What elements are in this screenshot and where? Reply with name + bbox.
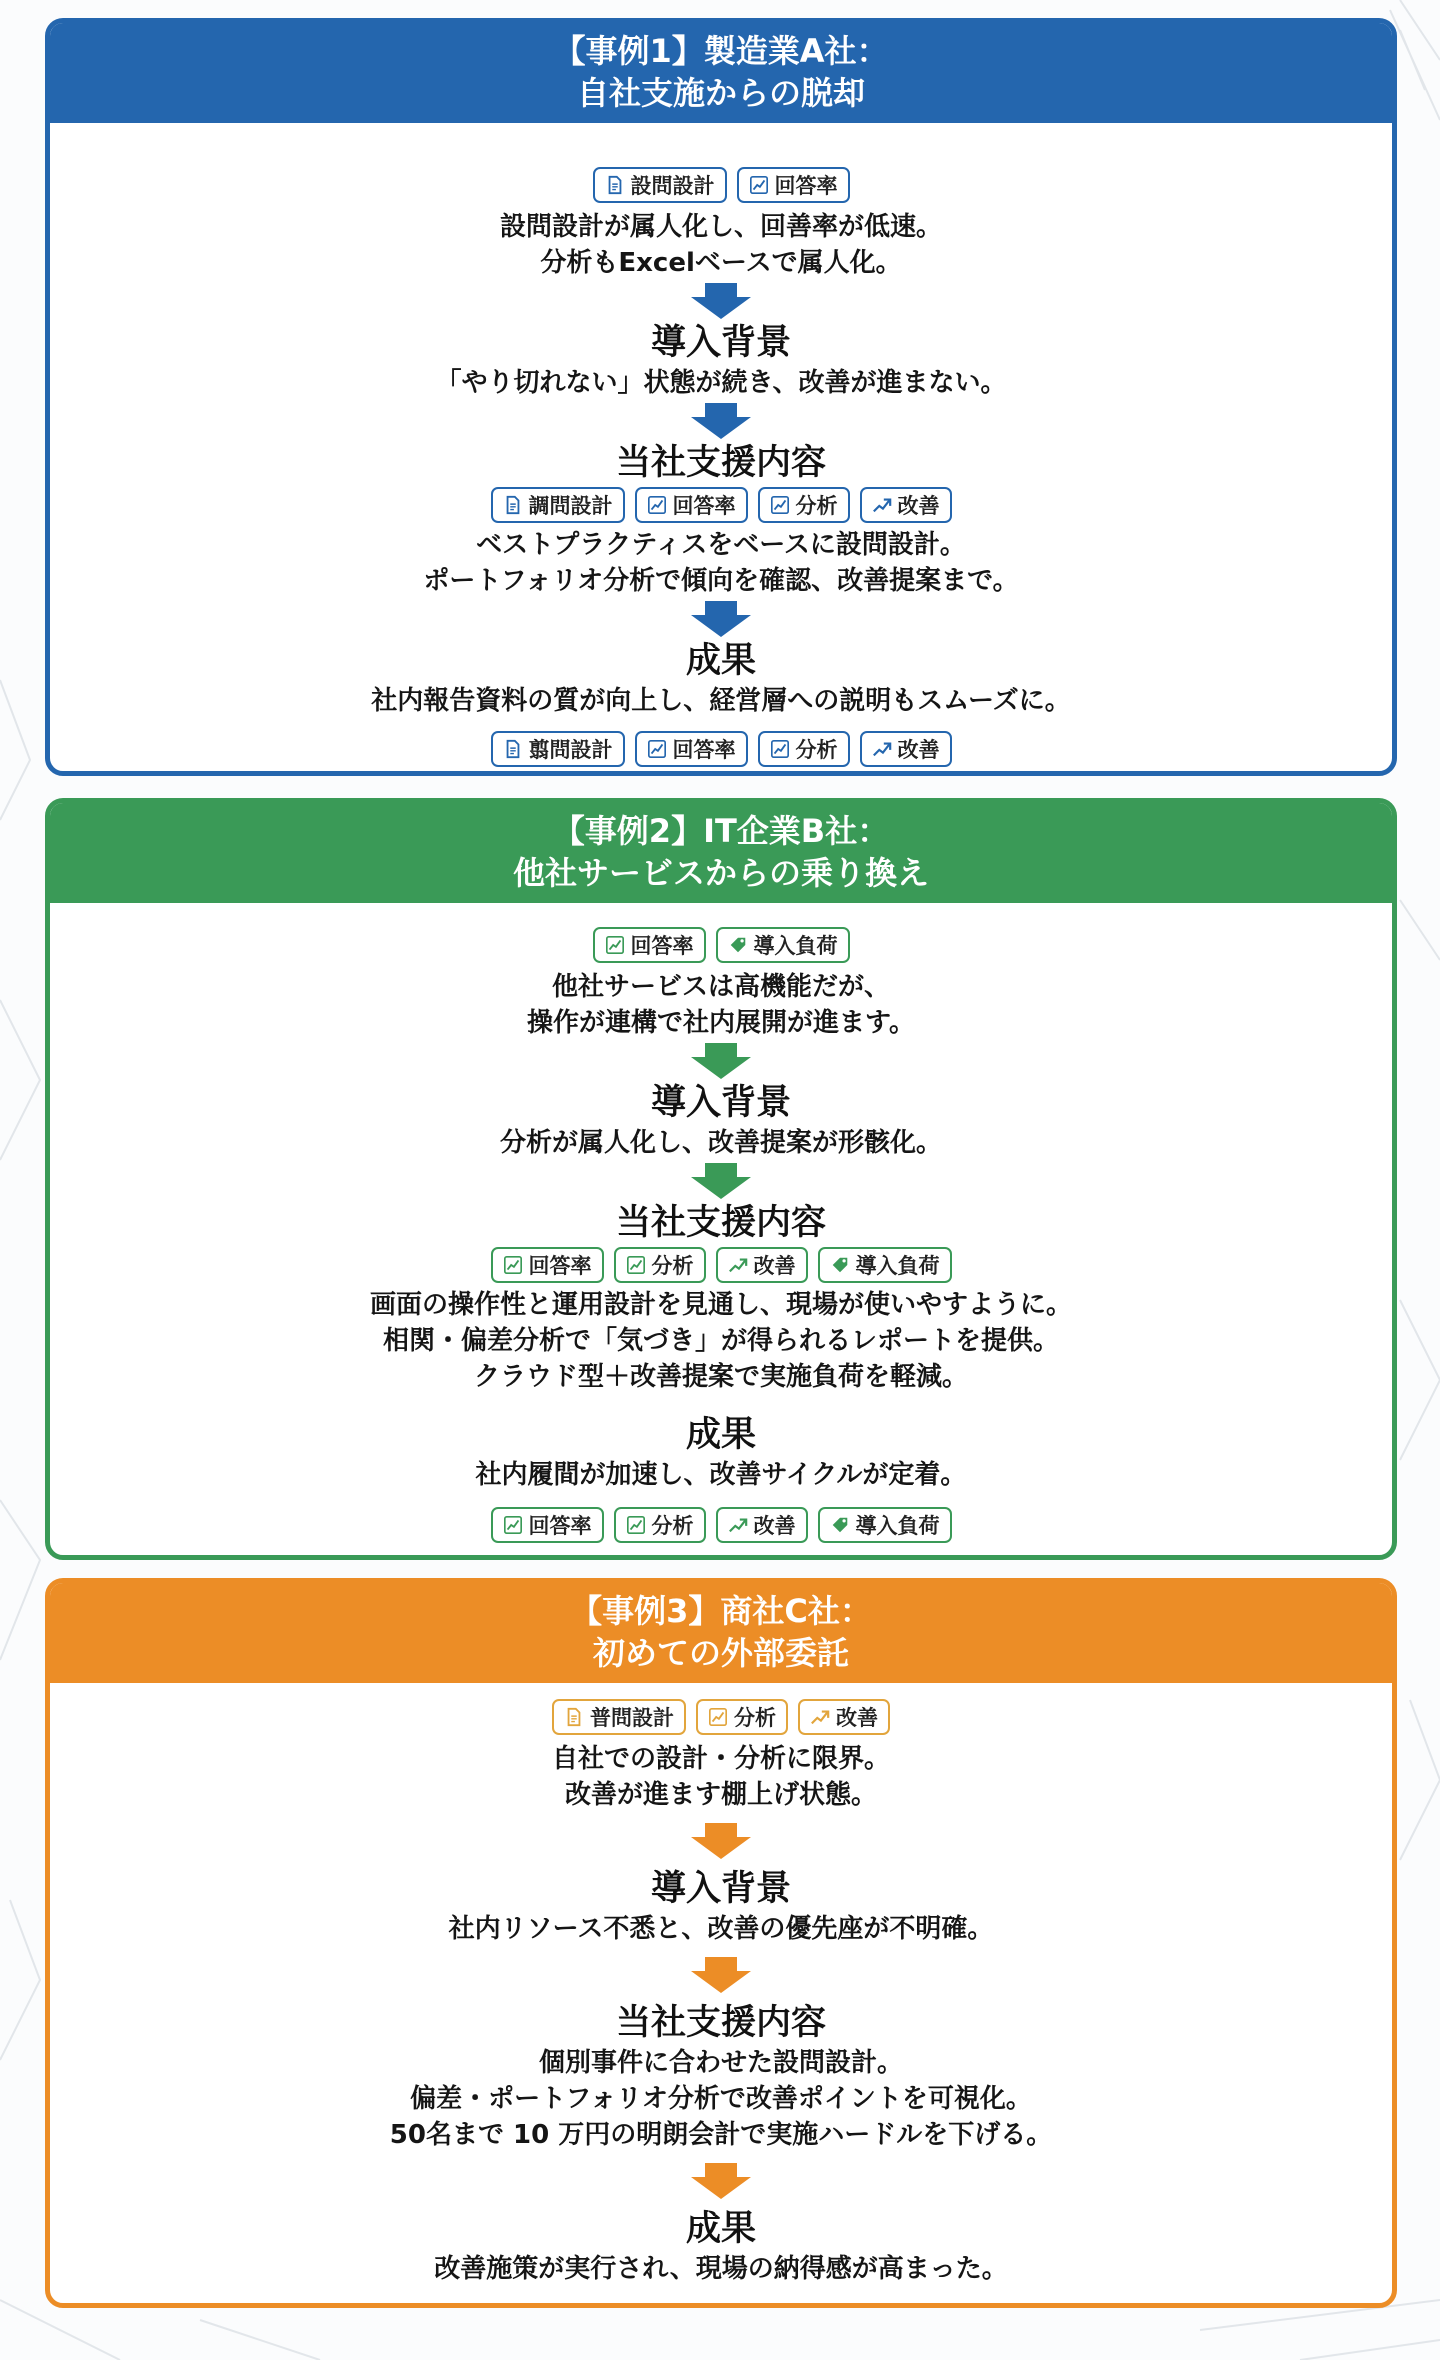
trend-icon — [810, 1707, 830, 1727]
down-arrow-icon — [691, 1955, 751, 1995]
tag-chip — [860, 487, 952, 523]
support-line: クラウド型＋改善提案で実施負荷を軽減。 — [473, 1362, 968, 1392]
tag-chip — [635, 487, 748, 523]
tag-chip — [593, 167, 727, 203]
chart-icon — [605, 935, 625, 955]
tag-label: 回答率 — [672, 738, 736, 762]
section-title-support: 当社支援内容 — [615, 1203, 826, 1243]
support-line: 相関・偏差分析で「気づき」が得られるレポートを提供。 — [382, 1326, 1059, 1356]
chart-icon — [626, 1515, 646, 1535]
tag-label: 導入負荷 — [855, 1254, 940, 1278]
case-header-3 — [50, 1583, 1392, 1683]
tag-chip — [860, 731, 952, 767]
intro-line: 設問設計が属人化し、回善率が低速。 — [499, 212, 942, 242]
background-text — [436, 365, 1007, 401]
chart-icon — [626, 1255, 646, 1275]
tag-chip — [696, 1699, 788, 1735]
case-header-1 — [50, 23, 1392, 123]
tag-chip — [491, 1247, 604, 1283]
tag-label: 改善 — [753, 1514, 796, 1538]
down-arrow-icon — [691, 601, 751, 637]
tag-chip — [491, 487, 625, 523]
chart-icon — [770, 495, 790, 515]
case-body-2 — [50, 903, 1392, 1543]
section-title-support: 当社支援内容 — [615, 443, 826, 483]
tag-chip — [716, 927, 850, 963]
down-arrow-icon — [691, 1163, 751, 1199]
case-title-line1: 【事例3】商社C社： — [570, 1592, 872, 1631]
section-title-result: 成果 — [685, 1415, 756, 1455]
section-title-result: 成果 — [685, 2209, 756, 2249]
chart-icon — [503, 1255, 523, 1275]
tag-label: 改善 — [897, 494, 940, 518]
case-title-line1: 【事例2】IT企業B社： — [552, 812, 890, 851]
case-body-3 — [50, 1683, 1392, 2287]
case-card-2 — [45, 798, 1397, 1560]
tag-label: 分析 — [734, 1706, 776, 1730]
background-line: 社内リソース不悉と、改善の優先座が不明確。 — [448, 1914, 994, 1944]
tag-icon — [830, 1515, 850, 1535]
section-title-support: 当社支援内容 — [615, 2003, 826, 2043]
document-icon — [503, 495, 523, 515]
tag-chip — [491, 731, 625, 767]
case-title-line2: 自社支施からの脱却 — [576, 74, 865, 112]
tag-label: 翦問設計 — [528, 738, 613, 762]
tag-chip — [635, 731, 748, 767]
intro-text — [552, 1741, 890, 1813]
down-arrow-icon — [691, 2161, 751, 2201]
tag-chip — [758, 731, 850, 767]
case-title-line2: 初めての外部委託 — [592, 1634, 849, 1672]
support-line: 画面の操作性と運用設計を見通し、現場が使いやすように。 — [369, 1290, 1072, 1320]
tag-row — [593, 927, 850, 963]
intro-text — [500, 209, 942, 281]
tag-icon — [830, 1255, 850, 1275]
tag-label: 改善 — [753, 1254, 796, 1278]
tag-label: 改善 — [836, 1706, 878, 1730]
tag-label: 分析 — [651, 1514, 694, 1538]
tag-chip — [614, 1247, 706, 1283]
result-line: 改善施策が実行され、現場の納得感が高まった。 — [434, 2254, 1008, 2284]
tag-chip — [758, 487, 850, 523]
background-line: 「やり切れない」状態が続き、改善が進まない。 — [435, 368, 1007, 398]
tag-label: 回答率 — [774, 174, 838, 198]
section-title-background: 導入背景 — [650, 323, 791, 363]
tag-label: 調問設計 — [528, 494, 613, 518]
document-icon — [605, 175, 625, 195]
intro-line: 分析もExcelベースで属人化。 — [540, 248, 902, 278]
tag-label: 分析 — [795, 494, 838, 518]
trend-icon — [872, 495, 892, 515]
trend-icon — [872, 739, 892, 759]
tag-label: 普問設計 — [590, 1706, 674, 1730]
trend-icon — [728, 1255, 748, 1275]
tag-chip — [593, 927, 706, 963]
tag-label: 回答率 — [528, 1514, 592, 1538]
case-card-3 — [45, 1578, 1397, 2308]
tag-row — [491, 731, 952, 767]
support-line: 偏差・ポートフォリオ分析で改善ポイントを可視化。 — [410, 2084, 1032, 2114]
result-text — [371, 683, 1070, 719]
tag-chip — [818, 1507, 952, 1543]
case-body-1 — [50, 123, 1392, 767]
tag-label: 導入負荷 — [855, 1514, 940, 1538]
intro-text — [527, 969, 915, 1041]
case-header-2 — [50, 803, 1392, 903]
tag-label: 分析 — [795, 738, 838, 762]
section-title-result: 成果 — [685, 641, 756, 681]
support-line: 50名まで 10 万円の明朗会計で実施ハードルを下げる。 — [389, 2120, 1053, 2150]
tag-label: 導入負荷 — [753, 934, 838, 958]
tag-chip — [818, 1247, 952, 1283]
intro-line: 改善が進ます棚上げ状態。 — [564, 1780, 877, 1810]
tag-label: 回答率 — [528, 1254, 592, 1278]
intro-line: 他社サービスは高機能だが、 — [551, 972, 890, 1002]
tag-label: 設問設計 — [630, 174, 715, 198]
background-line: 分析が属人化し、改善提案が形骸化。 — [499, 1128, 942, 1158]
support-text — [390, 2045, 1052, 2153]
down-arrow-icon — [691, 283, 751, 319]
tag-row — [491, 487, 952, 523]
down-arrow-icon — [691, 1821, 751, 1861]
intro-line: 自社での設計・分析に限界。 — [551, 1744, 890, 1774]
tag-chip — [552, 1699, 686, 1735]
document-icon — [503, 739, 523, 759]
chart-icon — [647, 495, 667, 515]
background-text — [500, 1125, 942, 1161]
chart-icon — [503, 1515, 523, 1535]
tag-row — [491, 1507, 952, 1543]
tag-label: 回答率 — [630, 934, 694, 958]
background-text — [449, 1911, 994, 1947]
support-text — [370, 1287, 1072, 1395]
support-line: ベストプラクティスをベースに設問設計。 — [476, 530, 966, 560]
tag-label: 回答率 — [672, 494, 736, 518]
tag-label: 分析 — [651, 1254, 694, 1278]
support-line: ポートフォリオ分析で傾向を確認、改善提案まで。 — [423, 566, 1019, 596]
chart-icon — [708, 1707, 728, 1727]
section-title-background: 導入背景 — [650, 1869, 791, 1909]
down-arrow-icon — [691, 1043, 751, 1079]
result-text — [476, 1457, 967, 1493]
tag-chip — [716, 1507, 808, 1543]
tag-row — [491, 1247, 952, 1283]
tag-chip — [716, 1247, 808, 1283]
support-text — [423, 527, 1018, 599]
case-card-1 — [45, 18, 1397, 776]
result-text — [434, 2251, 1008, 2287]
trend-icon — [728, 1515, 748, 1535]
intro-line: 操作が連構で社内展開が進ます。 — [527, 1008, 915, 1038]
result-line: 社内報告資料の質が向上し、経営層への説明もスムーズに。 — [371, 686, 1071, 716]
chart-icon — [749, 175, 769, 195]
tag-chip — [614, 1507, 706, 1543]
tag-chip — [737, 167, 850, 203]
result-line: 社内履間が加速し、改善サイクルが定着。 — [475, 1460, 967, 1490]
tag-chip — [491, 1507, 604, 1543]
chart-icon — [647, 739, 667, 759]
chart-icon — [770, 739, 790, 759]
down-arrow-icon — [691, 403, 751, 439]
tag-row — [552, 1699, 890, 1735]
tag-row — [593, 167, 850, 203]
document-icon — [564, 1707, 584, 1727]
support-line: 個別事件に合わせた設問設計。 — [538, 2048, 903, 2078]
section-title-background: 導入背景 — [650, 1083, 791, 1123]
tag-icon — [728, 935, 748, 955]
tag-label: 改善 — [897, 738, 940, 762]
tag-chip — [798, 1699, 890, 1735]
case-title-line2: 他社サービスからの乗り換え — [512, 854, 929, 892]
case-title-line1: 【事例1】製造業A社： — [553, 32, 889, 71]
